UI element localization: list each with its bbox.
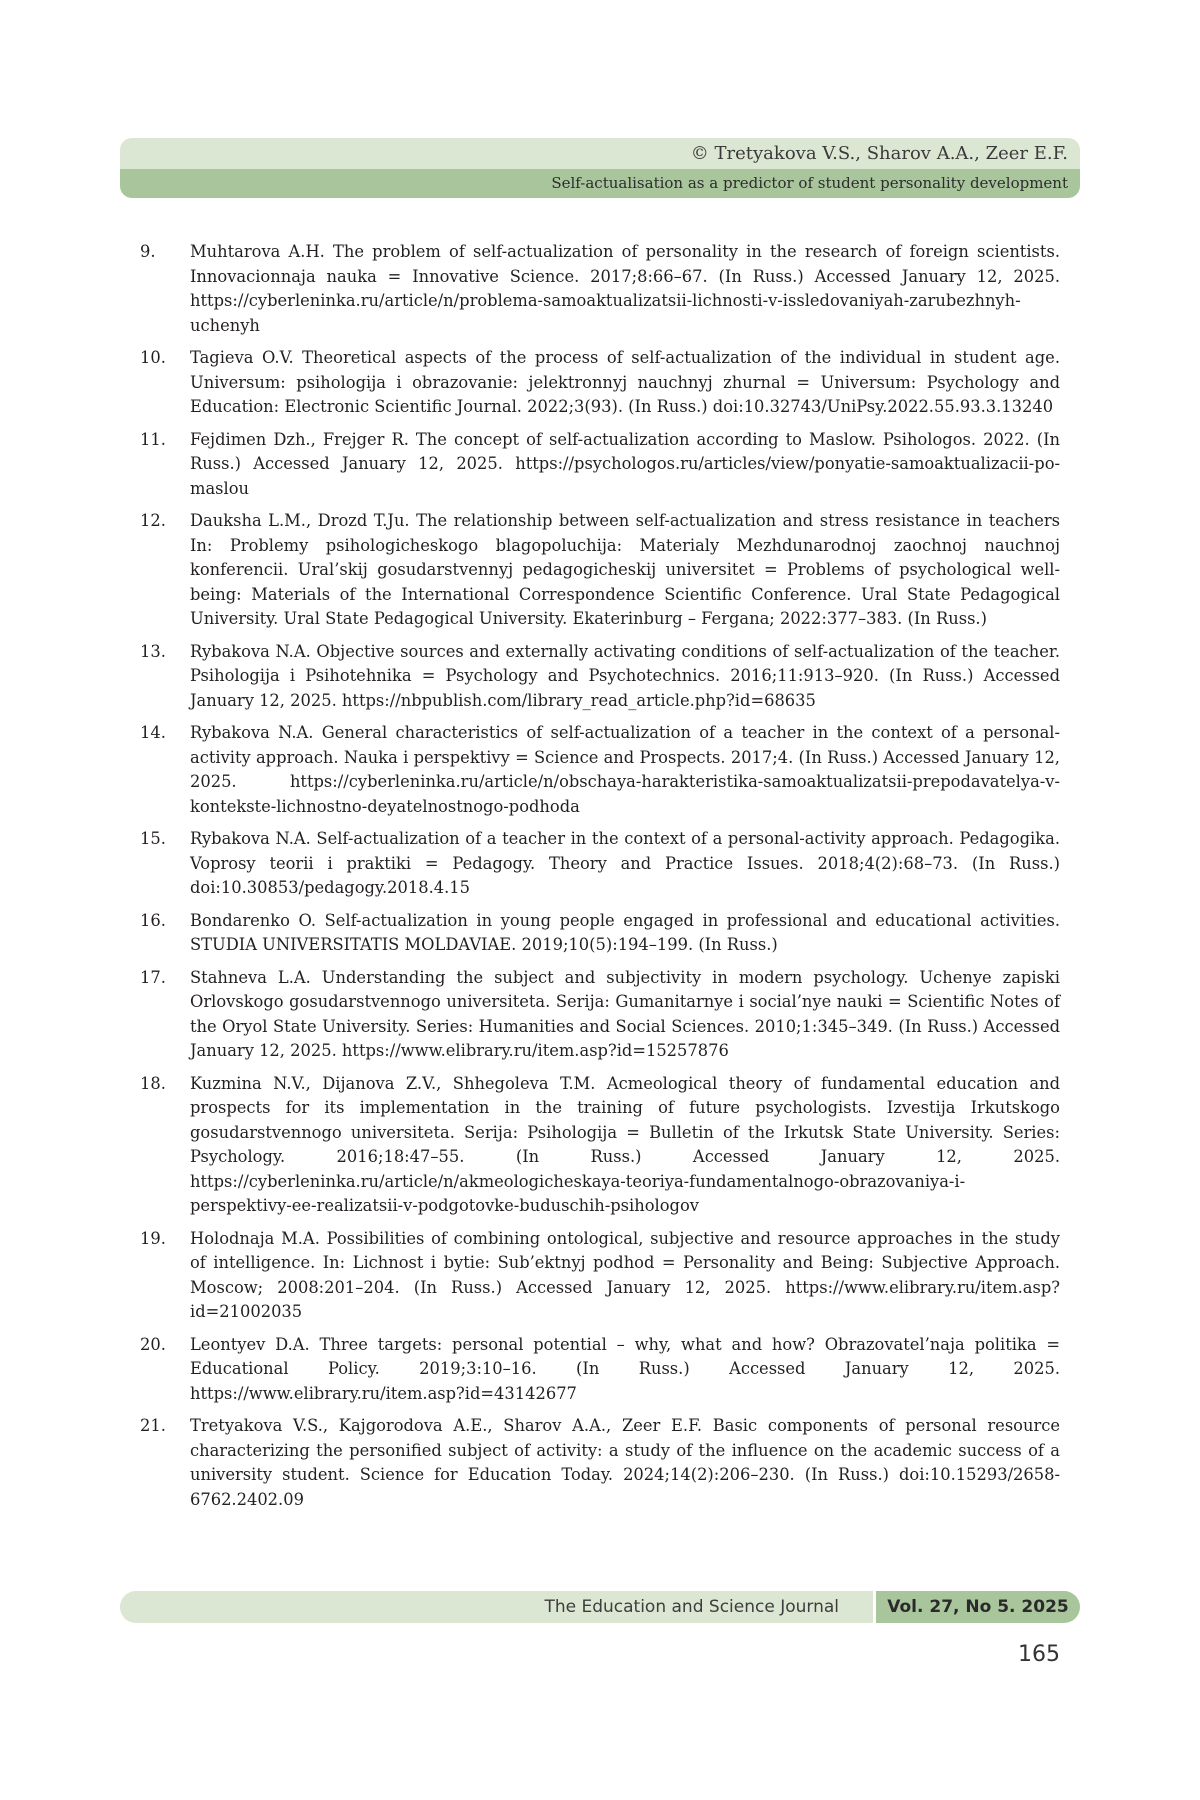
footer-volume: Vol. 27, No 5. 2025 bbox=[876, 1591, 1080, 1623]
reference-number: 16. bbox=[140, 910, 166, 930]
reference-number: 14. bbox=[140, 723, 166, 742]
page-number: 165 bbox=[1018, 1642, 1060, 1667]
reference-item bbox=[120, 966, 1060, 1064]
reference-text: Stahneva L.A. Understanding the subject and subjectivity in modern psychology. Uchenye zapiski Orlovskogo gosudarstvennogo universiteta. Serija: Gumanitarnye i social’nye nauki = Scientific Notes of the Oryol State University. Series: Humanities and Social Sciences. 2010;1:345–349. (In Russ.) Accessed January 12, 2025. https://www.elibrary.ru/item.asp?id=15257876 bbox=[190, 967, 1060, 1060]
reference-number: 19. bbox=[140, 1228, 166, 1248]
reference-text: Rybakova N.A. General characteristics of self-actualization of a teacher in the context of a personal-activity approach. Nauka i perspektivy = Science and Prospects. 2017;4. (In Russ.) Accessed January 12, 2025. https://cyberleninka.ru/article/n/obschaya-harakteristika-samoaktualizatsii-prepodavatelya-v-kontekste-lichnostno-deyatelnostnogo-podhoda bbox=[190, 723, 1060, 816]
reference-item bbox=[120, 1414, 1060, 1512]
reference-item bbox=[120, 909, 1060, 958]
reference-item bbox=[120, 428, 1060, 502]
reference-number: 13. bbox=[140, 641, 166, 661]
reference-number: 9. bbox=[140, 242, 156, 261]
reference-text: Holodnaja M.A. Possibilities of combining ontological, subjective and resource approaches in the study of intelligence. In: Lichnost i bytie: Sub’ektnyj podhod = Personality and Being: Subjective Approach. Moscow; 2008:201–204. (In Russ.) Accessed January 12, 2025. https://www.elibrary.ru/item.asp?id=21002035 bbox=[190, 1228, 1060, 1321]
running-header bbox=[120, 138, 1080, 198]
reference-text: Rybakova N.A. Self-actualization of a teacher in the context of a personal-activity approach. Pedagogika. Voprosy teorii i praktiki = Pedagogy. Theory and Practice Issues. 2018;4(2):68–73. (In Russ.) doi:10.30853/pedagogy.2018.4.15 bbox=[190, 829, 1060, 897]
reference-list bbox=[120, 240, 1060, 1520]
reference-text: Leontyev D.A. Three targets: personal potential – why, what and how? Obrazovatel’naja politika = Educational Policy. 2019;3:10–16. (In Russ.) Accessed January 12, 2025. https://www.elibrary.ru/item.asp?id=43142677 bbox=[190, 1334, 1060, 1403]
header-article-title: Self-actualisation as a predictor of student personality development bbox=[120, 169, 1080, 198]
reference-item bbox=[120, 1072, 1060, 1219]
header-authors: © Tretyakova V.S., Sharov A.A., Zeer E.F. bbox=[120, 138, 1080, 169]
reference-text: Kuzmina N.V., Dijanova Z.V., Shhegoleva T.M. Acmeological theory of fundamental education and prospects for its implementation in the training of future psychologists. Izvestija Irkutskogo gosudarstvennogo universiteta. Serija: Psihologija = Bulletin of the Irkutsk State University. Series: Psychology. 2016;18:47–55. (In Russ.) Accessed January 12, 2025. https://cyberleninka.ru/article/n/akmeologicheskaya-teoriya-fundamentalnogo-obrazovaniya-i-perspektivy-ee-realizatsii-v-podgotovke-buduschih-psihologov bbox=[190, 1073, 1060, 1215]
reference-item bbox=[120, 346, 1060, 420]
reference-item bbox=[120, 827, 1060, 901]
reference-item bbox=[120, 640, 1060, 714]
reference-number: 18. bbox=[140, 1073, 166, 1093]
reference-text: Rybakova N.A. Objective sources and externally activating conditions of self-actualization of the teacher. Psihologija i Psihotehnika = Psychology and Psychotechnics. 2016;11:913–920. (In Russ.) Accessed January 12, 2025. https://nbpublish.com/library_read_article.php?id=68635 bbox=[190, 641, 1060, 710]
reference-item bbox=[120, 1333, 1060, 1407]
reference-text: Dauksha L.M., Drozd T.Ju. The relationship between self-actualization and stress resistance in teachers In: Problemy psihologicheskogo blagopoluchija: Materialy Mezhdunarodnoj zaochnoj nauchnoj konferencii. Ural’skij gosudarstvennyj pedagogicheskij universitet = Problems of psychological well-being: Materials of the International Correspondence Scientific Conference. Ural State Pedagogical University. Ural State Pedagogical University. Ekaterinburg – Fergana; 2022:377–383. (In Russ.) bbox=[190, 511, 1060, 628]
reference-number: 15. bbox=[140, 829, 166, 848]
reference-item bbox=[120, 1227, 1060, 1325]
reference-text: Bondarenko O. Self-actualization in young people engaged in professional and educational activities. STUDIA UNIVERSITATIS MOLDAVIAE. 2019;10(5):194–199. (In Russ.) bbox=[190, 910, 1060, 954]
running-footer bbox=[120, 1591, 1080, 1623]
reference-number: 11. bbox=[140, 429, 166, 449]
reference-text: Tretyakova V.S., Kajgorodova A.E., Sharov A.A., Zeer E.F. Basic components of personal resource characterizing the personified subject of activity: a study of the influence on the academic success of a university student. Science for Education Today. 2024;14(2):206–230. (In Russ.) doi:10.15293/2658-6762.2402.09 bbox=[190, 1416, 1060, 1509]
reference-number: 10. bbox=[140, 348, 166, 367]
reference-item bbox=[120, 509, 1060, 632]
reference-text: Fejdimen Dzh., Frejger R. The concept of self-actualization according to Maslow. Psihologos. 2022. (In Russ.) Accessed January 12, 2025. https://psychologos.ru/articles/view/ponyatie-samoaktualizacii-po-maslou bbox=[190, 429, 1060, 498]
reference-number: 20. bbox=[140, 1334, 166, 1354]
reference-item bbox=[120, 721, 1060, 819]
reference-item bbox=[120, 240, 1060, 338]
footer-journal-name: The Education and Science Journal bbox=[120, 1591, 876, 1623]
reference-number: 21. bbox=[140, 1416, 166, 1435]
reference-number: 12. bbox=[140, 511, 166, 530]
reference-number: 17. bbox=[140, 967, 166, 987]
reference-text: Tagieva O.V. Theoretical aspects of the process of self-actualization of the individual in student age. Universum: psihologija i obrazovanie: jelektronnyj nauchnyj zhurnal = Universum: Psychology and Education: Electronic Scientific Journal. 2022;3(93). (In Russ.) doi:10.32743/UniPsy.2022.55.93.3.13240 bbox=[190, 348, 1060, 416]
reference-text: Muhtarova A.H. The problem of self-actualization of personality in the research of foreign scientists. Innovacionnaja nauka = Innovative Science. 2017;8:66–67. (In Russ.) Accessed January 12, 2025. https://cyberleninka.ru/article/n/problema-samoaktualizatsii-lichnosti-v-issledovaniyah-zarubezhnyh-uchenyh bbox=[190, 242, 1060, 335]
